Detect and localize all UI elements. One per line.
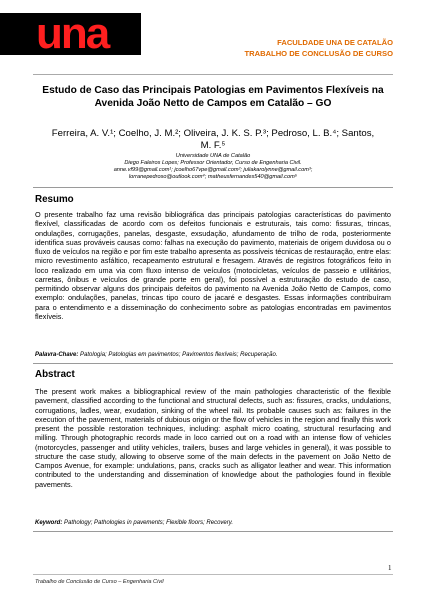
keywords-value: Pathology; Pathologies in pavements; Flexible floors; Recovery. [64,520,233,526]
resumo-keywords [35,351,391,359]
email-line: lorranepedroso@outlook.com⁴; matheusfernandes540@gmail.com⁵ [128,174,298,181]
paper-title [33,85,393,110]
authors [33,128,393,151]
title-line: Estudo de Caso das Principais Patologias em Pavimentos Flexíveis na [42,85,384,96]
footer-divider [33,574,393,575]
keywords-label: Keyword: [35,520,63,526]
logo-text: una [36,9,109,58]
header-divider [33,74,393,75]
footer-text: Trabalho de Conclusão de Curso – Engenharia Civil [35,579,164,585]
affiliation-line: Universidade UNA de Catalão [175,153,251,159]
abstract-keywords [35,519,391,527]
email-line: anne.vf99@gmail.com¹; jcoelho67vpe@gmail.com²; juliakarolynne@gmail.com³; [113,167,313,174]
section-divider [33,531,393,532]
affiliation-line: Diego Faleiros Lopes; Professor Orientador, Curso de Engenharia Civil. [124,160,302,167]
authors-line: Ferreira, A. V.¹; Coelho, J. M.²; Oliveira, J. K. S. P.³; Pedroso, L. B.⁴; Santos, [51,128,375,139]
section-divider [33,363,393,364]
resumo-heading: Resumo [35,194,74,205]
title-line: Avenida João Netto de Campos em Catalão – GO [94,97,332,109]
page-header [0,0,426,72]
institution-name: FACULDADE UNA DE CATALÃO [277,38,393,47]
section-divider [33,187,393,188]
keywords-label: Palavra-Chave: [35,352,79,358]
resumo-text: O presente trabalho faz uma revisão bibliográfica das principais patologias características do pavimento flexível, classificadas de acordo com os defeitos funcionais e estruturais, tais como: fissuras, trincas, ondulações, corrugações, panelas, desgaste, exsudação, afundamento de trilho de roda, posteriormente identifica suas prováveis causas como: falhas na execução do pavimento, materiais de origem duvidosa ou o fluxo de veículos na região e por fim este trabalho apresenta as possíveis técnicas de restauração, entre elas: micro revestimento asfáltico, recapeamento estrutural e fresagem. Através de registros fotográficos feito in loco realizado em uma via com fluxo intenso de veículos (motocicletas, veículos de passeio e utilitários, carretas, ônibus e veículos de grande porte em geral), foi possível a estruturação do estudo de caso, permitindo observar alguns dos principais defeitos do pavimento na Avenida João Netto de Campos, como exemplo: ondulações, panelas, trincas tipo couro de jacaré e desgastes. Essas informações contribuíram para o entendimento e a disseminação do conhecimento sobre as patologias encontradas em pavimentos flexíveis. [35,210,391,321]
una-logo [0,9,141,58]
authors-line: M. F.⁵ [200,139,226,151]
institution-block [244,37,393,59]
document-type: TRABALHO DE CONCLUSÃO DE CURSO [244,49,393,58]
abstract-heading: Abstract [35,369,75,380]
page-number: 1 [388,564,392,572]
abstract-text: The present work makes a bibliographical review of the main pathologies characteristic of the flexible pavement, classified according to the functional and structural defects, such as: fissures, cracks, undulations, corrugations, ladles, wear, exudation, sinking of the wheel rail. Its probable causes such as: failures in the execution of the pavement, materials of dubious origin or the flow of vehicles in the region and finally this work present the possible restoration techniques, including: asphalt micro coating, structural resurfacing and milling. Through photographic records made in loco carried out on a road with an intense flow of vehicles (motorcycles, passenger and utility vehicles, trailers, buses and large vehicles in general), it was possible to structure the case study, allowing to observe some of the main defects in the pavement on João Netto de Campos Avenue, for example: undulations, pans, cracks such as alligator leather and wear. This information contributed to the understanding and dissemination of knowledge about the pathologies found in flexible pavements. [35,387,391,489]
keywords-value: Patologia; Patologias em pavimentos; Pavimentos flexíveis; Recuperação. [80,352,278,358]
affiliations [33,153,393,181]
